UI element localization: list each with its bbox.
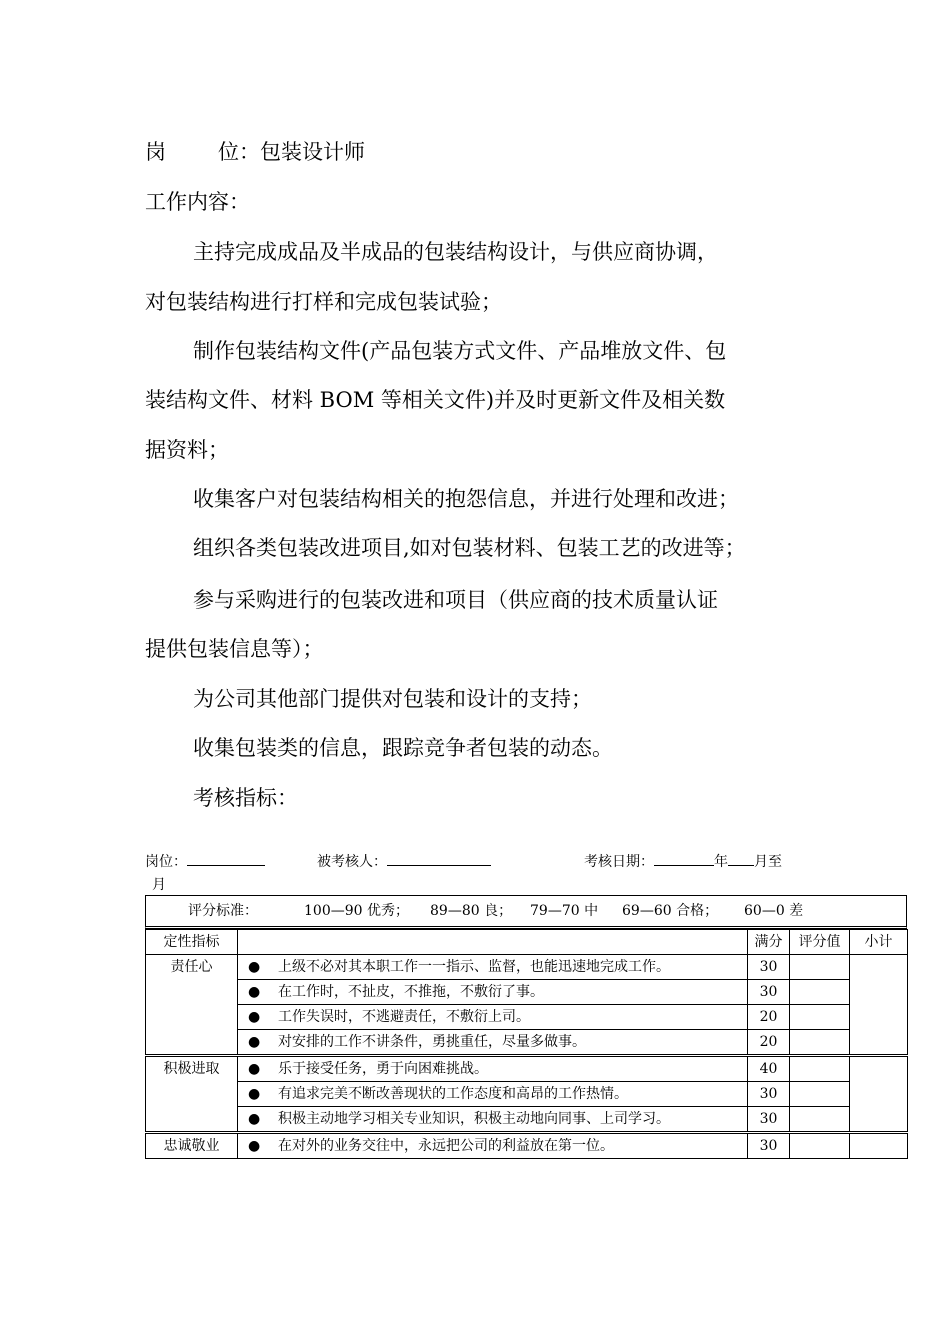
bullet-icon: ● bbox=[248, 984, 261, 1000]
table-row bbox=[146, 1030, 908, 1056]
bullet-icon: ● bbox=[248, 959, 261, 975]
subtotal-cell[interactable] bbox=[850, 955, 908, 1056]
group-loyalty: 忠诚敬业 bbox=[146, 1133, 238, 1159]
bullet-icon: ● bbox=[248, 1009, 261, 1025]
job-title: 包装设计师 bbox=[260, 140, 365, 164]
standard-excellent: 100—90 优秀； bbox=[304, 903, 409, 919]
para-2-line-1: 制作包装结构文件(产品包装方式文件、产品堆放文件、包 bbox=[193, 339, 727, 363]
score-value-cell[interactable] bbox=[790, 1107, 850, 1133]
bullet-icon: ● bbox=[248, 1086, 261, 1102]
position-label: 岗位： bbox=[145, 854, 187, 870]
table-row bbox=[146, 1133, 908, 1159]
item-text: 上级不必对其本职工作一一指示、监督，也能迅速地完成工作。 bbox=[278, 959, 670, 975]
para-3: 收集客户对包装结构相关的抱怨信息，并进行处理和改进； bbox=[193, 487, 739, 511]
month-to-label: 月至 bbox=[754, 854, 782, 870]
standard-medium: 79—70 中 bbox=[530, 903, 599, 919]
form-position-field bbox=[145, 851, 265, 871]
item-text: 在对外的业务交往中，永远把公司的利益放在第一位。 bbox=[278, 1138, 614, 1154]
table-header-row bbox=[146, 930, 908, 955]
header-score-value: 评分值 bbox=[790, 930, 850, 955]
form-date-field bbox=[584, 851, 782, 871]
table-row bbox=[146, 1005, 908, 1030]
item-text: 乐于接受任务，勇于向困难挑战。 bbox=[278, 1061, 488, 1077]
group-initiative: 积极进取 bbox=[146, 1056, 238, 1133]
para-6: 为公司其他部门提供对包装和设计的支持； bbox=[193, 687, 592, 711]
para-1-line-2: 对包装结构进行打样和完成包装试验； bbox=[145, 290, 502, 314]
bullet-icon: ● bbox=[248, 1034, 261, 1050]
evaluation-table bbox=[145, 929, 908, 1159]
bullet-icon: ● bbox=[248, 1111, 261, 1127]
item-score: 40 bbox=[748, 1056, 790, 1082]
standard-good: 89—80 良； bbox=[430, 903, 513, 919]
subtotal-cell[interactable] bbox=[850, 1133, 908, 1159]
score-value-cell[interactable] bbox=[790, 1056, 850, 1082]
examinee-label: 被考核人： bbox=[317, 854, 387, 870]
score-value-cell[interactable] bbox=[790, 1005, 850, 1030]
year-blank[interactable] bbox=[654, 851, 714, 866]
item-score: 30 bbox=[748, 1133, 790, 1159]
item-score: 20 bbox=[748, 1030, 790, 1056]
score-value-cell[interactable] bbox=[790, 980, 850, 1005]
month-label: 月 bbox=[152, 877, 166, 893]
year-label: 年 bbox=[714, 854, 728, 870]
date-label: 考核日期： bbox=[584, 854, 654, 870]
standard-label: 评分标准： bbox=[188, 903, 258, 919]
score-value-cell[interactable] bbox=[790, 955, 850, 980]
table-row bbox=[146, 1056, 908, 1082]
item-score: 30 bbox=[748, 1082, 790, 1107]
item-text: 有追求完美不断改善现状的工作态度和高昂的工作热情。 bbox=[278, 1086, 628, 1102]
score-value-cell[interactable] bbox=[790, 1133, 850, 1159]
header-subtotal: 小计 bbox=[850, 930, 908, 955]
para-5-line-2: 提供包装信息等）； bbox=[145, 637, 324, 661]
para-8: 考核指标： bbox=[193, 786, 298, 810]
item-text: 积极主动地学习相关专业知识，积极主动地向同事、上司学习。 bbox=[278, 1111, 670, 1127]
header-indicator: 定性指标 bbox=[146, 930, 238, 955]
item-score: 30 bbox=[748, 955, 790, 980]
item-text: 工作失误时，不逃避责任，不敷衍上司。 bbox=[278, 1009, 530, 1025]
score-value-cell[interactable] bbox=[790, 1030, 850, 1056]
para-4: 组织各类包装改进项目,如对包装材料、包装工艺的改进等； bbox=[193, 536, 746, 560]
standard-poor: 60—0 差 bbox=[744, 903, 804, 919]
para-7: 收集包装类的信息，跟踪竞争者包装的动态。 bbox=[193, 736, 613, 760]
content-heading: 工作内容： bbox=[145, 190, 250, 214]
item-text: 对安排的工作不讲条件，勇挑重任，尽量多做事。 bbox=[278, 1034, 586, 1050]
bullet-icon: ● bbox=[248, 1138, 261, 1154]
para-2-line-2: 装结构文件、材料 BOM 等相关文件)并及时更新文件及相关数 bbox=[145, 388, 726, 412]
table-row bbox=[146, 1107, 908, 1133]
table-row bbox=[146, 980, 908, 1005]
examinee-blank[interactable] bbox=[387, 851, 491, 866]
header-blank bbox=[238, 930, 748, 955]
month-blank[interactable] bbox=[728, 851, 754, 866]
bullet-icon: ● bbox=[248, 1061, 261, 1077]
subtotal-cell[interactable] bbox=[850, 1056, 908, 1133]
scoring-standard bbox=[145, 895, 907, 929]
score-value-cell[interactable] bbox=[790, 1082, 850, 1107]
table-row bbox=[146, 1082, 908, 1107]
para-5-line-1: 参与采购进行的包装改进和项目（供应商的技术质量认证 bbox=[193, 588, 718, 612]
para-1-line-1: 主持完成成品及半成品的包装结构设计，与供应商协调， bbox=[193, 240, 718, 264]
position-blank[interactable] bbox=[187, 851, 265, 866]
para-2-line-3: 据资料； bbox=[145, 438, 229, 462]
job-title-line bbox=[145, 140, 365, 164]
standard-pass: 69—60 合格； bbox=[622, 903, 719, 919]
table-row bbox=[146, 955, 908, 980]
form-examinee-field bbox=[317, 851, 491, 871]
group-responsibility: 责任心 bbox=[146, 955, 238, 1056]
job-label-b: 位： bbox=[218, 140, 260, 164]
item-score: 30 bbox=[748, 1107, 790, 1133]
item-score: 30 bbox=[748, 980, 790, 1005]
job-label-a: 岗 bbox=[145, 140, 166, 164]
item-text: 在工作时，不扯皮，不推拖，不敷衍了事。 bbox=[278, 984, 544, 1000]
header-full-score: 满分 bbox=[748, 930, 790, 955]
item-score: 20 bbox=[748, 1005, 790, 1030]
